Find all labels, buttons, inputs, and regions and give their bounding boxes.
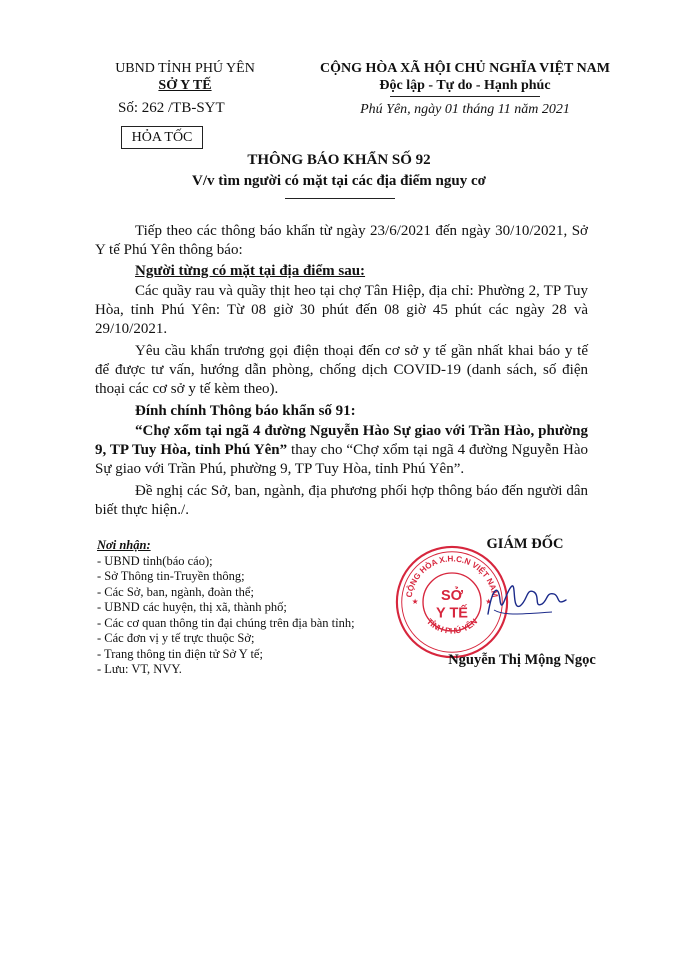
correction-new-text: “Chợ xổm tại ngã 4 đường Nguyễn Hào Sự giao với Trần Hào, phường 9, TP Tuy Hòa, tỉnh Phú Yên” — [95, 423, 588, 458]
recipient-item: - Các cơ quan thông tin đại chúng trên địa bàn tỉnh; — [97, 615, 355, 630]
seal-center-line2: Y TẾ — [436, 605, 468, 622]
issuing-agency-block — [100, 60, 270, 145]
recipient-item: - Các Sở, ban, ngành, đoàn thể; — [97, 584, 254, 599]
seal-center-line1: SỞ — [440, 588, 464, 605]
paragraph-location-detail: Các quầy rau và quầy thịt heo tại chợ Tân Hiệp, địa chỉ: Phường 2, TP Tuy Hòa, tỉnh Phú Yên: Từ 08 giờ 30 phút đến 08 giờ 45 phút các ngày 28 và 29/10/2021. — [95, 283, 588, 337]
seal-star-icon: ★ — [411, 596, 419, 606]
national-header-block — [300, 60, 630, 117]
motto-underline — [390, 96, 540, 97]
urgency-box: HỎA TỐC — [121, 126, 203, 149]
document-subtitle: V/v tìm người có mặt tại các địa điểm nguy cơ — [192, 173, 486, 189]
paragraph-intro: Tiếp theo các thông báo khẩn từ ngày 23/6/2021 đến ngày 30/10/2021, Sở Y tế Phú Yên thông báo: — [95, 223, 588, 258]
place-date: Phú Yên, ngày 01 tháng 11 năm 2021 — [360, 102, 570, 117]
paragraph-heading-correction: Đính chính Thông báo khẩn số 91: — [135, 403, 356, 419]
recipients-label: Nơi nhận: — [97, 538, 151, 552]
paragraph-correction — [95, 422, 588, 479]
seal-ring-text: CỘNG HÒA X.H.C.N VIỆT NAM — [404, 554, 500, 599]
recipient-item: - UBND các huyện, thị xã, thành phố; — [97, 600, 287, 614]
recipient-item: - Sở Thông tin-Truyền thông; — [97, 569, 245, 583]
recipient-item: - Trang thông tin điện tử Sở Y tế; — [97, 646, 263, 661]
paragraph-heading-locations: Người từng có mặt tại địa điểm sau: — [135, 263, 366, 279]
paragraph-request: Yêu cầu khẩn trương gọi điện thoại đến cơ sở y tế gần nhất khai báo y tế để được tư vấn, hướng dẫn phòng, chống dịch COVID-19 (danh sách, số điện thoại các cơ sở y tế kèm theo). — [95, 343, 588, 397]
recipient-item: - Các đơn vị y tế trực thuộc Sở; — [97, 631, 255, 645]
signer-title: GIÁM ĐỐC — [486, 536, 564, 552]
document-title: THÔNG BÁO KHẨN SỐ 92 — [247, 152, 431, 168]
agency-name: UBND TỈNH PHÚ YÊN — [115, 61, 255, 76]
handwritten-signature — [482, 570, 572, 630]
seal-bottom-text: TỈNH PHÚ YÊN — [424, 616, 480, 636]
document-number: Số: 262 /TB-SYT — [118, 100, 225, 116]
nation-name: CỘNG HÒA XÃ HỘI CHỦ NGHĨA VIỆT NAM — [319, 61, 610, 76]
seal-star-icon: ★ — [485, 596, 493, 606]
signer-name: Nguyễn Thị Mộng Ngọc — [448, 652, 596, 668]
recipient-item: - UBND tỉnh(báo cáo); — [97, 553, 213, 568]
national-motto: Độc lập - Tự do - Hạnh phúc — [379, 78, 551, 93]
correction-old-text: thay cho “Chợ xổm tại ngã 4 đường Nguyễn Hào Sự giao với Trần Phú, phường 9, TP Tuy Hòa, tỉnh Phú Yên”. — [95, 442, 588, 477]
title-underline — [285, 198, 395, 199]
paragraph-closing: Đề nghị các Sở, ban, ngành, địa phương phối hợp thông báo đến người dân biết thực hiện./. — [95, 483, 588, 518]
recipient-item: - Lưu: VT, NVY. — [97, 662, 182, 676]
department-name: SỞ Y TẾ — [158, 78, 212, 93]
recipients-list — [97, 538, 397, 678]
